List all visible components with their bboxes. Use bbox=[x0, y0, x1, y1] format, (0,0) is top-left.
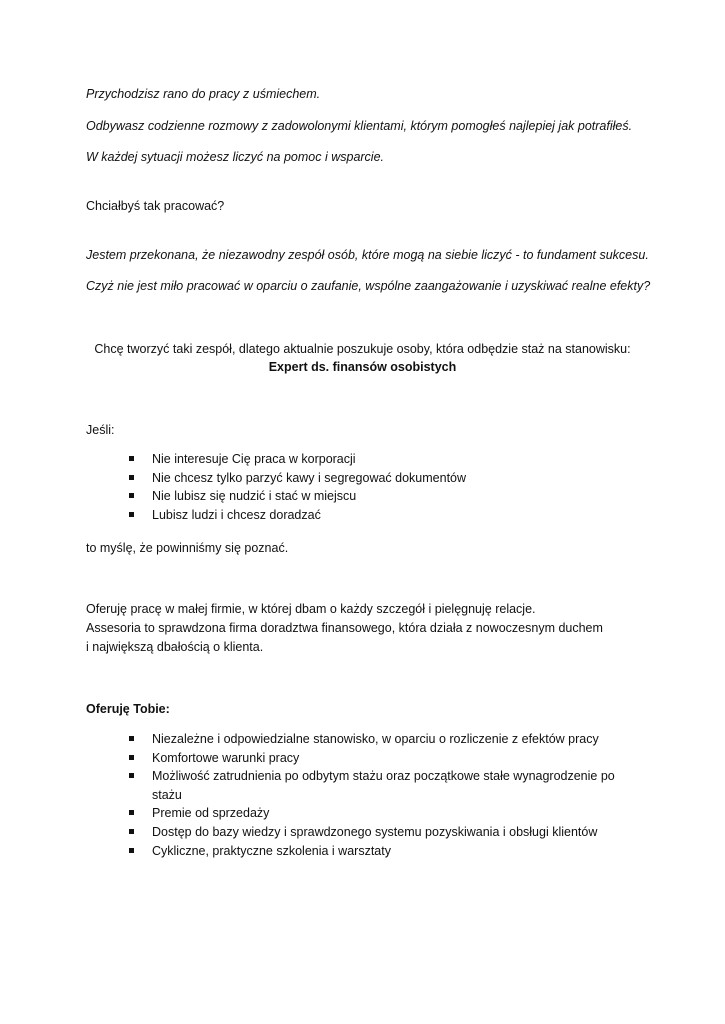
bullet-icon bbox=[129, 810, 134, 815]
if-list bbox=[129, 450, 466, 524]
bullet-icon bbox=[129, 456, 134, 461]
bullet-icon bbox=[129, 475, 134, 480]
company-line-1: Oferuję pracę w małej firmie, w której dbam o każdy szczegół i pielęgnuję relacje. bbox=[86, 602, 536, 616]
bullet-icon bbox=[129, 736, 134, 741]
list-item: Cykliczne, praktyczne szkolenia i warsztaty bbox=[129, 842, 615, 861]
bullet-icon bbox=[129, 755, 134, 760]
list-item: Lubisz ludzi i chcesz doradzać bbox=[129, 506, 466, 525]
bullet-icon bbox=[129, 512, 134, 517]
intro-line-3: W każdej sytuacji możesz liczyć na pomoc i wsparcie. bbox=[86, 150, 385, 164]
intro-line-2: Odbywasz codzienne rozmowy z zadowolonymi klientami, którym pomogłeś najlepiej jak potrafiłeś. bbox=[86, 119, 633, 133]
question-line: Chciałbyś tak pracować? bbox=[86, 199, 225, 213]
benefits-list bbox=[129, 730, 615, 860]
belief-line-1: Jestem przekonana, że niezawodny zespół osób, które mogą na siebie liczyć - to fundament sukcesu. bbox=[86, 248, 649, 262]
bullet-icon bbox=[129, 848, 134, 853]
benefits-heading: Oferuję Tobie: bbox=[86, 702, 170, 716]
if-label: Jeśli: bbox=[86, 423, 115, 437]
if-conclusion: to myślę, że powinniśmy się poznać. bbox=[86, 541, 289, 555]
position-title: Expert ds. finansów osobistych bbox=[268, 360, 457, 374]
belief-line-2: Czyż nie jest miło pracować w oparciu o zaufanie, wspólne zaangażowanie i uzyskiwać realne efekty? bbox=[86, 279, 651, 293]
company-line-2: Assesoria to sprawdzona firma doradztwa finansowego, która działa z nowoczesnym duchem bbox=[86, 621, 603, 635]
list-item: Dostęp do bazy wiedzy i sprawdzonego systemu pozyskiwania i obsługi klientów bbox=[129, 823, 615, 842]
intro-line-1: Przychodzisz rano do pracy z uśmiechem. bbox=[86, 87, 321, 101]
list-item: Nie lubisz się nudzić i stać w miejscu bbox=[129, 487, 466, 506]
list-item: Możliwość zatrudnienia po odbytym stażu oraz początkowe stałe wynagrodzenie po stażu bbox=[129, 767, 615, 804]
bullet-icon bbox=[129, 829, 134, 834]
list-item: Nie interesuje Cię praca w korporacji bbox=[129, 450, 466, 469]
list-item: Nie chcesz tylko parzyć kawy i segregować dokumentów bbox=[129, 469, 466, 488]
company-line-3: i największą dbałością o klienta. bbox=[86, 640, 264, 654]
list-item: Premie od sprzedaży bbox=[129, 804, 615, 823]
bullet-icon bbox=[129, 493, 134, 498]
bullet-icon bbox=[129, 773, 134, 778]
list-item: Komfortowe warunki pracy bbox=[129, 749, 615, 768]
list-item: Niezależne i odpowiedzialne stanowisko, w oparciu o rozliczenie z efektów pracy bbox=[129, 730, 615, 749]
offer-intro-line: Chcę tworzyć taki zespół, dlatego aktualnie poszukuje osoby, która odbędzie staż na stanowisku: bbox=[94, 342, 631, 356]
